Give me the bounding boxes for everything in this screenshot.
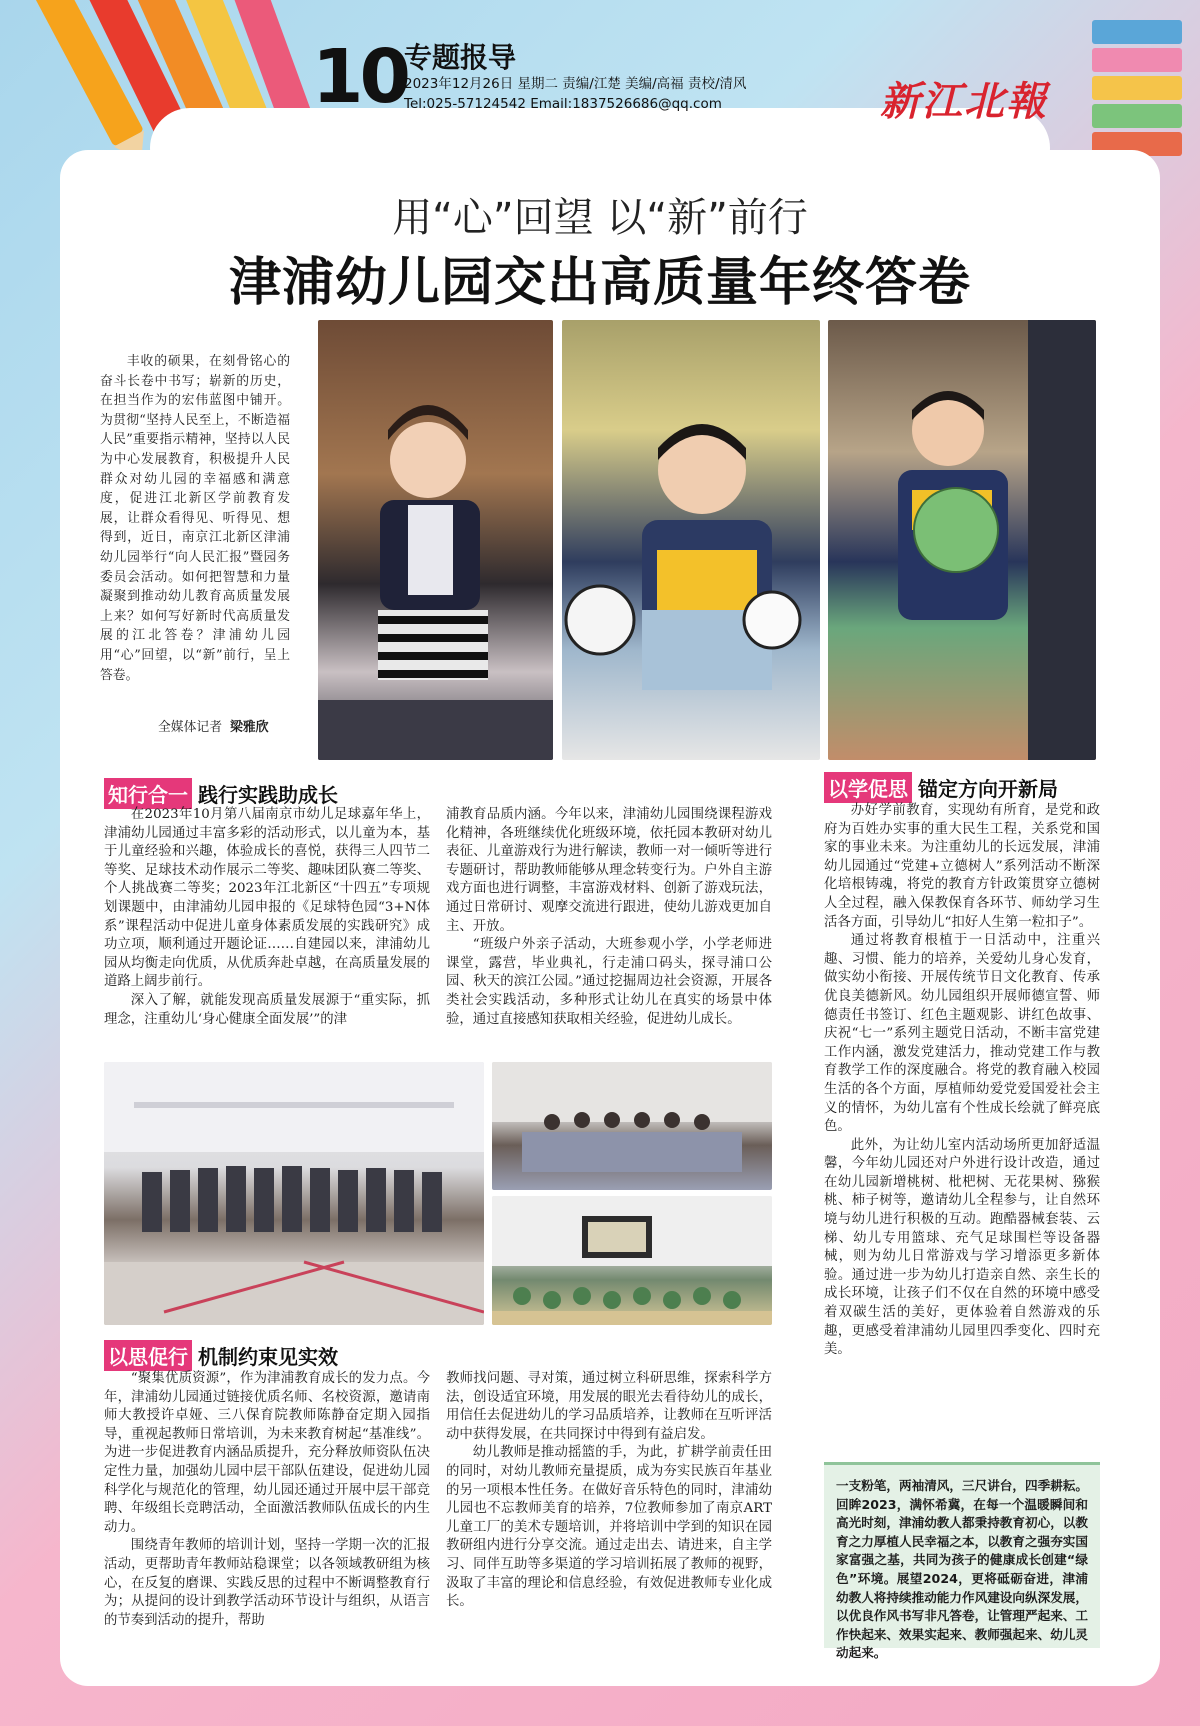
photo-boy-soccer (562, 320, 820, 760)
intro-text (100, 352, 290, 685)
section1-column-2 (446, 806, 772, 1029)
closing-highlight-box (824, 1462, 1100, 1661)
paragraph: 在2023年10月第八届南京市幼儿足球嘉年华上，津浦幼儿园通过丰富多彩的活动形式，以儿童为本，基于儿童经验和兴趣，体验成长的喜悦，获得三人四节二等奖、足球技术动作展示二等奖、趣味团队赛二等奖、个人挑战赛二等奖；2023年江北新区“十四五”专项规划课题中，由津浦幼儿园申报的《足球特色园“3+N体系”课程活动中促进儿童身体素质发展的实践研究》成功立项，顺利通过开题论证……自建园以来，津浦幼儿园从均衡走向优质，从优质奔赴卓越，在高质量发展的道路上阔步前行。 (104, 807, 430, 990)
byline-prefix: 全媒体记者 (158, 720, 222, 735)
photo-classroom-children (492, 1196, 772, 1325)
page-number: 10 (312, 34, 407, 120)
paragraph: 教师找问题、寻对策，通过树立科研思维，探索科学方法，创设适宜环境，用发展的眼光去看待幼儿的成长，用信任去促进幼儿的学习品质培养，让教师在互听评活动中获得发展，在共同探讨中得到有益启发。 (446, 1371, 772, 1442)
photo-group-meeting (104, 1062, 484, 1325)
article-title: 津浦幼儿园交出高质量年终答卷 (228, 253, 971, 313)
photo-conference-table (492, 1062, 772, 1190)
paragraph: 浦教育品质内涵。今年以来，津浦幼儿园围绕课程游戏化精神，各班继续优化班级环境，依托园本教研对幼儿表征、儿童游戏行为进行解读，教师一对一倾听等进行专题研讨，帮助教师能够从理念转变行为。户外自主游戏方面也进行调整，丰富游戏材料、创新了游戏玩法，通过日常研讨、观摩交流进行跟进，使幼儿游戏更加自主、开放。 (446, 807, 772, 934)
section-name: 专题报导 (404, 41, 517, 74)
section2-column (824, 802, 1100, 1360)
header-meta (404, 74, 747, 114)
paragraph: “班级户外亲子活动，大班参观小学，小学老师进课堂，露营，毕业典礼，行走浦口码头，探寻浦口公园、秋天的滨江公园。”通过挖掘周边社会资源，开展各类社会实践活动，多种形式让幼儿在真实的场景中体验，通过直接感知获取相关经验，促进幼儿成长。 (446, 937, 772, 1027)
paragraph: “聚集优质资源”，作为津浦教育成长的发力点。今年，津浦幼儿园通过链接优质名师、名校资源，邀请南师大教授许卓娅、三八保育院教师陈静奋定期入园指导，重视起教师日常培训，为未来教育树起“基准线”。为进一步促进教育内涵品质提升，充分释放师资队伍决定性力量，加强幼儿园中层干部队伍建设，促进幼儿园科学化与规范化的管理，幼儿园还通过开展中层干部竞聘、年级组长竞聘活动，全面激活教师队伍成长的内生动力。 (104, 1371, 430, 1535)
paragraph: 通过将教育根植于一日活动中，注重兴趣、习惯、能力的培养，关爱幼儿身心发育，做实幼小衔接、开展传统节日文化教育、传承优良美德新风。幼儿园组织开展师德宣誓、师德责任书签订、红色主题观影、讲红色故事、庆祝“七一”系列主题党日活动，不断丰富党建工作内涵，激发党建活力，推动党建工作与教育教学工作的深度融合。将党的教育融入校园生活的各个方面，厚植师幼爱党爱国爱社会主义的情怀，为幼儿富有个性成长绘就了鲜亮底色。 (824, 933, 1100, 1135)
intro-paragraph: 丰收的硕果，在刻骨铭心的奋斗长卷中书写；崭新的历史，在担当作为的宏伟蓝图中铺开。为贯彻“坚持人民至上，不断造福人民”重要指示精神，坚持以人民为中心发展教育，积极提升人民群众对幼儿园的幸福感和满意度，促进江北新区学前教育发展，让群众看得见、听得见、想得到，近日，南京江北新区津浦幼儿园举行“向人民汇报”暨园务委员会活动。如何把智慧和力量凝聚到推动幼儿教育高质量发展上来？如何写好新时代高质量发展的江北答卷？津浦幼儿园用“心”回望，以“新”前行，呈上答卷。 (100, 354, 290, 683)
section-tag: 以学促思 (824, 772, 912, 803)
date-line: 2023年12月26日 星期二 责编/江楚 美编/高福 责校/清风 (404, 76, 747, 92)
closing-text: 一支粉笔，两袖清风，三尺讲台，四季耕耘。回眸2023，满怀希冀，在每一个温暖瞬间和高光时刻，津浦幼教人都秉持教育初心，以教育之力厚植人民幸福之本，以教育之强夯实国家富强之基，共同为孩子的健康成长创建“绿色”环境。展望2024，更将砥砺奋进，津浦幼教人将持续推动能力作风建设向纵深发展，以优良作风书写非凡答卷，让管理严起来、工作快起来、效果实起来、教师强起来、幼儿灵动起来。 (836, 1478, 1088, 1661)
photo-girl-jumping (318, 320, 553, 760)
section-heading-zhixing (104, 778, 338, 809)
section1-column-1 (104, 806, 430, 1029)
section-title: 践行实践助成长 (198, 783, 338, 807)
paragraph: 深入了解，就能发现高质量发展源于“重实际，抓理念，注重幼儿‘身心健康全面发展’”的津 (104, 992, 430, 1027)
section-title: 锚定方向开新局 (918, 777, 1058, 801)
paragraph: 此外，为让幼儿室内活动场所更加舒适温馨，今年幼儿园还对户外进行设计改造，通过在幼儿园新增桃树、枇杷树、无花果树、猕猴桃、柿子树等，邀请幼儿全程参与，让自然环境与幼儿进行积极的互动。跑酷器械套装、云梯、幼儿专用篮球、充气足球围栏等设备器械，则为幼儿日常游戏与学习增添更多新体验。通过进一步为幼儿打造亲自然、亲生长的成长环境，让孩子们不仅在自然的环境中感受着双碳生活的美好，更体验着自然游戏的乐趣，更感受着津浦幼儿园里四季变化、四时充美。 (824, 1137, 1100, 1358)
photo-boy-basketball (828, 320, 1096, 760)
section-heading-yixue (824, 772, 1058, 803)
section3-column-1 (104, 1370, 430, 1630)
byline-name: 梁雅欣 (230, 720, 269, 735)
section-tag: 知行合一 (104, 778, 192, 809)
paragraph: 围绕青年教师的培训计划，坚持一学期一次的汇报活动，更帮助青年教师站稳课堂；以各领域教研组为核心，在反复的磨课、实践反思的过程中不断调整教育行为；从提问的设计到教学活动环节设计与组织，从语言的节奏到活动的提升，帮助 (104, 1538, 430, 1628)
paragraph: 办好学前教育，实现幼有所育，是党和政府为百姓办实事的重大民生工程，关系党和国家的事业未来。为注重幼儿的长远发展，津浦幼儿园通过“党建+立德树人”系列活动不断深化培根铸魂，将党的教育方针政策贯穿立德树人全过程，融入保教保育各环节、师幼学习生活各方面，引导幼儿“扣好人生第一粒扣子”。 (824, 803, 1100, 930)
section-heading-yisi (104, 1340, 338, 1371)
contact-line: Tel:025-57124542 Email:1837526686@qq.com (404, 96, 722, 112)
byline (158, 716, 269, 735)
section-tag: 以思促行 (104, 1340, 192, 1371)
article-subtitle: 用“心”回望 以“新”前行 (392, 195, 808, 241)
book-stack-decoration (1092, 20, 1182, 170)
masthead-logo: 新江北報 (880, 78, 1048, 125)
section-title: 机制约束见实效 (198, 1345, 338, 1369)
section3-column-2 (446, 1370, 772, 1612)
paragraph: 幼儿教师是推动摇篮的手，为此，扩耕学前责任田的同时，对幼儿教师充量提质，成为夯实民族百年基业的另一项根本性任务。在做好音乐特色的同时，津浦幼儿园也不忘教师美育的培养，7位教师参加了南京ART儿童工厂的美术专题培训，并将培训中学到的知识在园教研组内进行分享交流。通过走出去、请进来，自主学习、同伴互助等多渠道的学习培训拓展了教师的视野，汲取了丰富的理论和信息经验，有效促进教师专业化成长。 (446, 1445, 772, 1610)
